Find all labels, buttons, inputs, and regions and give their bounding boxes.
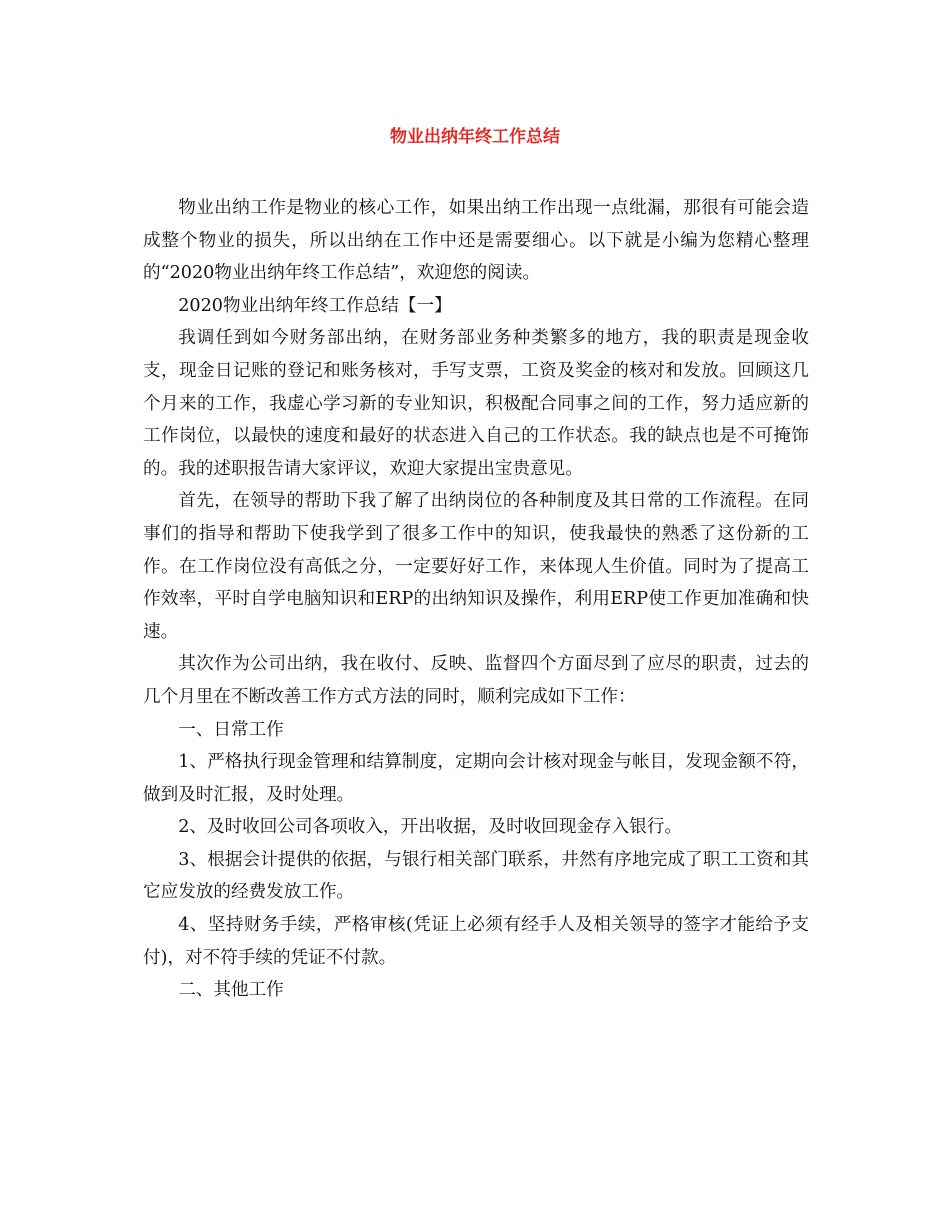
subheading-other-work: 二、其他工作 [178, 980, 284, 1001]
body-paragraph: 首先，在领导的帮助下我了解了出纳岗位的各种制度及其日常的工作流程。在同事们的指导和帮助下使我学到了很多工作中的知识，使我最快的熟悉了这份新的工作。在工作岗位没有高低之分，一定要好好工作，来体现人生价值。同时为了提高工作效率，平时自学电脑知识和ERP的出纳知识及操作，利用ERP使工作更加准确和快速。 [143, 491, 809, 642]
body-paragraph: 其次作为公司出纳，我在收付、反映、监督四个方面尽到了应尽的职责，过去的几个月里在不断改善工作方式方法的同时，顺利完成如下工作： [143, 654, 809, 707]
section-heading-one: 2020物业出纳年终工作总结【一】 [178, 295, 452, 316]
body-paragraph: 我调任到如今财务部出纳，在财务部业务种类繁多的地方，我的职责是现金收支，现金日记账的登记和账务核对，手写支票，工资及奖金的核对和发放。回顾这几个月来的工作，我虚心学习新的专业知识，积极配合同事之间的工作，努力适应新的工作岗位，以最快的速度和最好的状态进入自己的工作状态。我的缺点也是不可掩饰的。我的述职报告请大家评议，欢迎大家提出宝贵意见。 [143, 328, 809, 479]
intro-paragraph: 物业出纳工作是物业的核心工作，如果出纳工作出现一点纰漏，那很有可能会造成整个物业的损失，所以出纳在工作中还是需要细心。以下就是小编为您精心整理的“2020物业出纳年终工作总结”，欢迎您的阅读。 [143, 198, 809, 284]
document-body [143, 192, 809, 1007]
list-item: 3、根据会计提供的依据，与银行相关部门联系，井然有序地完成了职工工资和其它应发放的经费发放工作。 [143, 849, 809, 903]
subheading-daily-work: 一、日常工作 [178, 719, 284, 740]
list-item: 1、严格执行现金管理和结算制度，定期向会计核对现金与帐目，发现金额不符，做到及时汇报，及时处理。 [143, 752, 809, 805]
document-title: 物业出纳年终工作总结 [390, 127, 560, 147]
list-item: 2、及时收回公司各项收入，开出收据，及时收回现金存入银行。 [178, 817, 683, 838]
list-item: 4、坚持财务手续，严格审核(凭证上必须有经手人及相关领导的签字才能给予支付)，对不符手续的凭证不付款。 [143, 915, 809, 968]
